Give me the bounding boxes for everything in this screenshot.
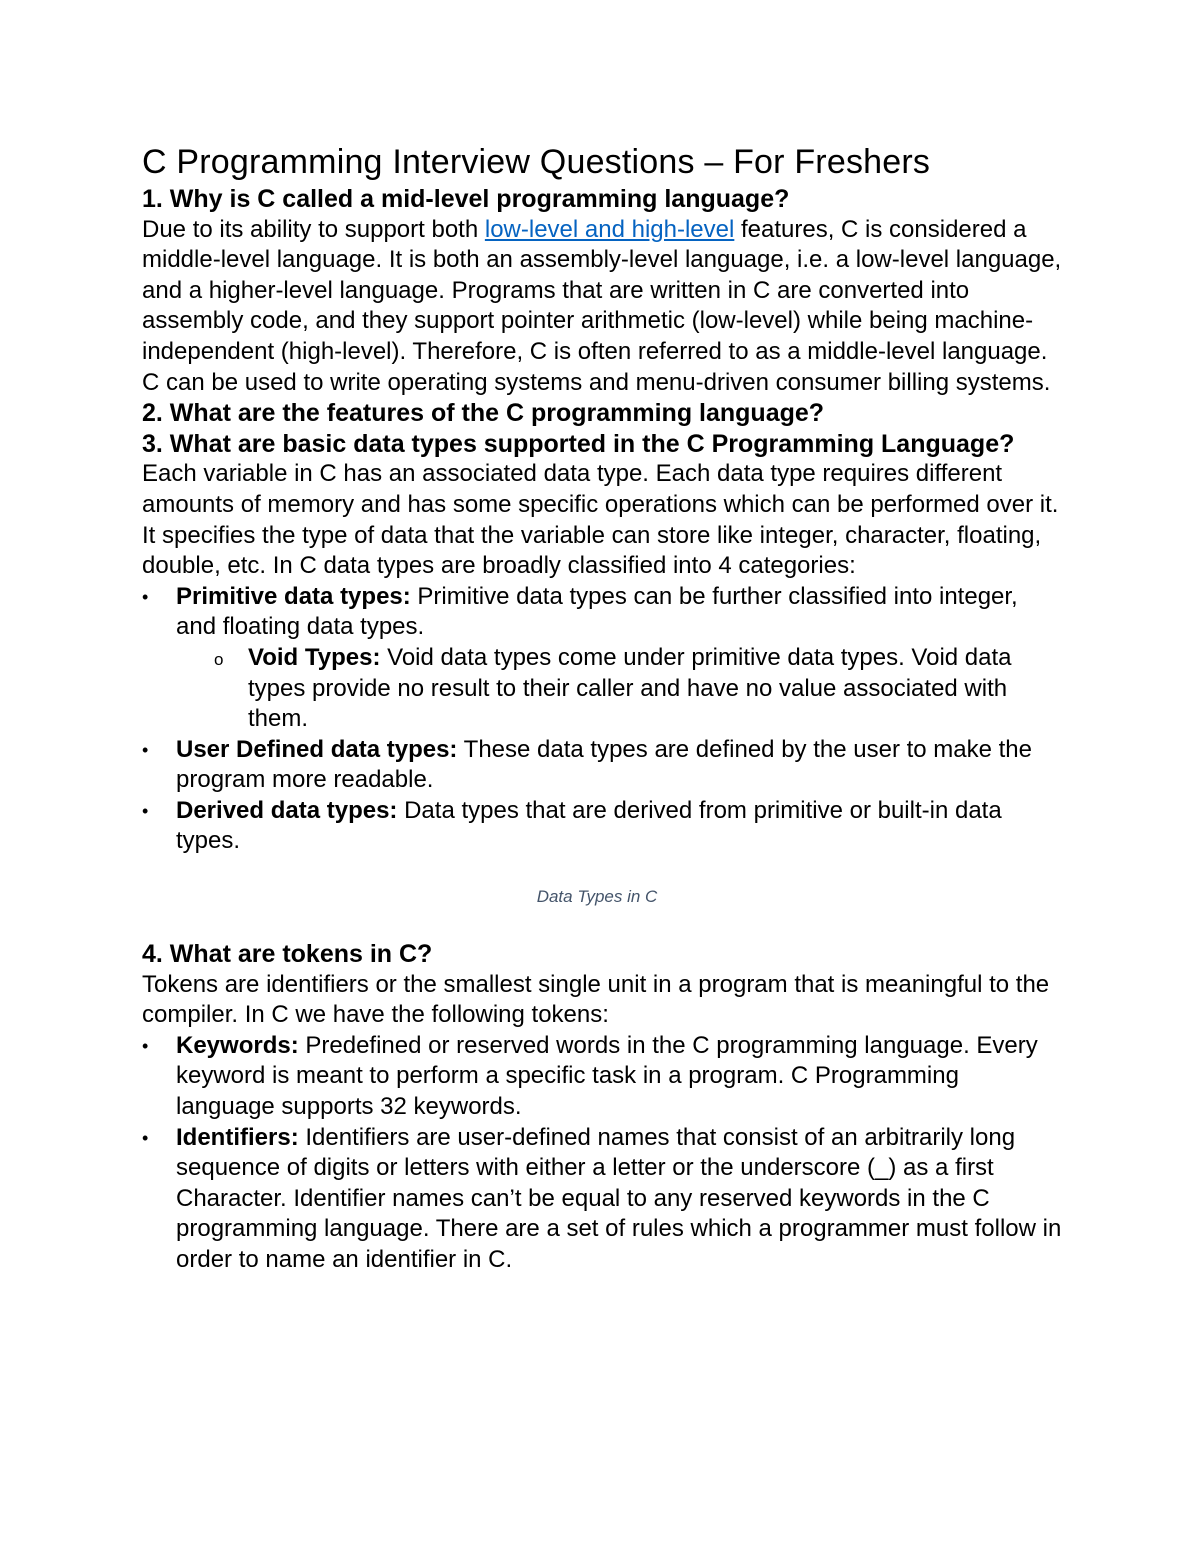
answer-text: Due to its ability to support both	[142, 215, 485, 243]
list-item-text: Identifiers are user-defined names that consist of an arbitrarily long sequence of digits or letters with either a letter or the underscore (_) as a first Character. Identifier names can’t be equal to any reserved keywords in the C programming language. There are a set of rules which a programmer must follow in order to name an identifier in C.	[176, 1123, 1062, 1273]
question-4-heading: 4. What are tokens in C?	[142, 940, 433, 969]
list-item-term: Keywords:	[176, 1031, 299, 1059]
circle-bullet-icon: o	[214, 649, 224, 669]
question-3-heading: 3. What are basic data types supported in the C Programming Language?	[142, 429, 1015, 458]
list-item	[142, 582, 1062, 643]
figure-caption: Data Types in C	[536, 887, 658, 907]
spacer	[142, 909, 1062, 939]
tokens-list	[142, 1031, 1062, 1276]
question-1-heading: 1. Why is C called a mid-level programming language?	[142, 185, 790, 213]
question-1-answer	[142, 215, 1062, 399]
answer-text: features, C is considered a middle-level language. It is both an assembly-level language, i.e. a low-level language, and a higher-level language. Programs that are written in C are converted into assembly code, and they support pointer arithmetic (low-level) while being machine-independent (high-level). Therefore, C is often referred to as a middle-level language. C can be used to write operating systems and menu-driven consumer billing systems.	[142, 215, 1062, 396]
list-item-term: Void Types:	[248, 643, 381, 671]
list-item-text: These data types are defined by the user to make the program more readable.	[176, 735, 1033, 794]
list-item-text: Data types that are derived from primitive or built-in data types.	[176, 796, 1002, 855]
list-item-text: Void data types come under primitive data types. Void data types provide no result to their caller and have no value associated with them.	[248, 643, 1012, 733]
list-item-term: User Defined data types:	[176, 735, 458, 763]
bullet-icon: •	[142, 800, 149, 821]
bullet-icon: •	[142, 1035, 149, 1056]
list-item-text: Primitive data types can be further classified into integer, and floating data types.	[176, 582, 1018, 641]
question-2-heading: 2. What are the features of the C programming language?	[142, 399, 825, 428]
low-high-level-link[interactable]: low-level and high-level	[484, 215, 735, 243]
list-item-term: Derived data types:	[176, 796, 398, 824]
page-title: C Programming Interview Questions – For Freshers	[142, 143, 931, 181]
data-types-list	[142, 582, 1062, 643]
list-item-term: Identifiers:	[176, 1123, 299, 1151]
primitive-subtypes-list	[142, 643, 1062, 735]
question-4-intro: Tokens are identifiers or the smallest single unit in a program that is meaningful to the compiler. In C we have the following tokens:	[142, 970, 1050, 1029]
list-item-text: Predefined or reserved words in the C programming language. Every keyword is meant to perform a specific task in a program. C Programming language supports 32 keywords.	[176, 1031, 1038, 1121]
list-item	[142, 796, 1062, 857]
document-page	[142, 140, 1062, 1276]
bullet-icon: •	[142, 1127, 149, 1148]
list-item	[142, 1123, 1062, 1276]
list-item-term: Primitive data types:	[176, 582, 411, 610]
bullet-icon: •	[142, 586, 149, 607]
bullet-icon: •	[142, 739, 149, 760]
question-3-intro: Each variable in C has an associated data type. Each data type requires different amounts of memory and has some specific operations which can be performed over it. It specifies the type of data that the variable can store like integer, character, floating, double, etc. In C data types are broadly classified into 4 categories:	[142, 460, 1059, 580]
list-item	[142, 1031, 1062, 1123]
list-item	[142, 643, 1062, 735]
list-item	[142, 735, 1062, 796]
data-types-list-continued	[142, 735, 1062, 857]
